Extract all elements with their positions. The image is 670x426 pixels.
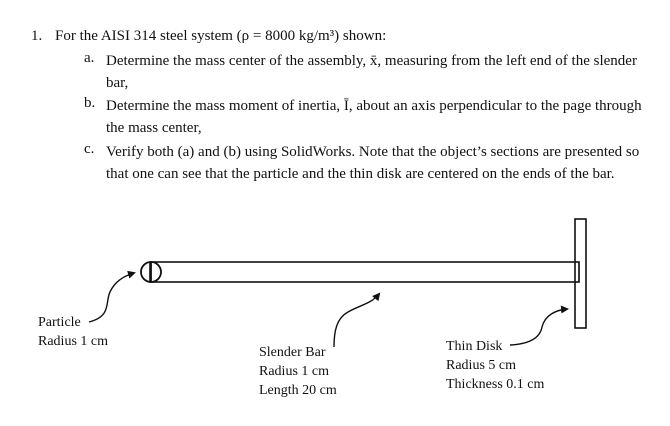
slender-bar-length: Length 20 cm [259,383,337,398]
part-c-text: Verify both (a) and (b) using SolidWorks. Note that the object’s sections are presented so that one can see that the particle and the thin disk are centered on the ends of the bar. [106,144,640,182]
thin-disk [575,219,586,328]
thin-disk-radius: Radius 5 cm [446,358,516,373]
part-b-label: b. [84,95,96,111]
part-b-text: Determine the mass moment of inertia, Ī, about an axis perpendicular to the page through the mass center, [106,98,642,136]
particle-title: Particle [38,315,81,330]
thin-disk-label [446,337,544,394]
slender-bar-label [259,343,337,400]
particle-radius: Radius 1 cm [38,334,108,349]
bar-leader-arrow [334,294,379,347]
thin-disk-thickness: Thickness 0.1 cm [446,377,545,392]
problem-number: 1. [31,28,43,44]
slender-bar [150,262,579,282]
part-a-label: a. [84,50,95,66]
slender-bar-title: Slender Bar [259,345,326,360]
part-a-text: Determine the mass center of the assembly, x̄, measuring from the left end of the slender bar, [106,53,637,91]
part-c-label: c. [84,141,95,157]
slender-bar-radius: Radius 1 cm [259,364,329,379]
particle-label [38,313,108,351]
thin-disk-title: Thin Disk [446,339,503,354]
problem-statement: For the AISI 314 steel system (ρ = 8000 kg/m³) shown: [55,28,387,44]
